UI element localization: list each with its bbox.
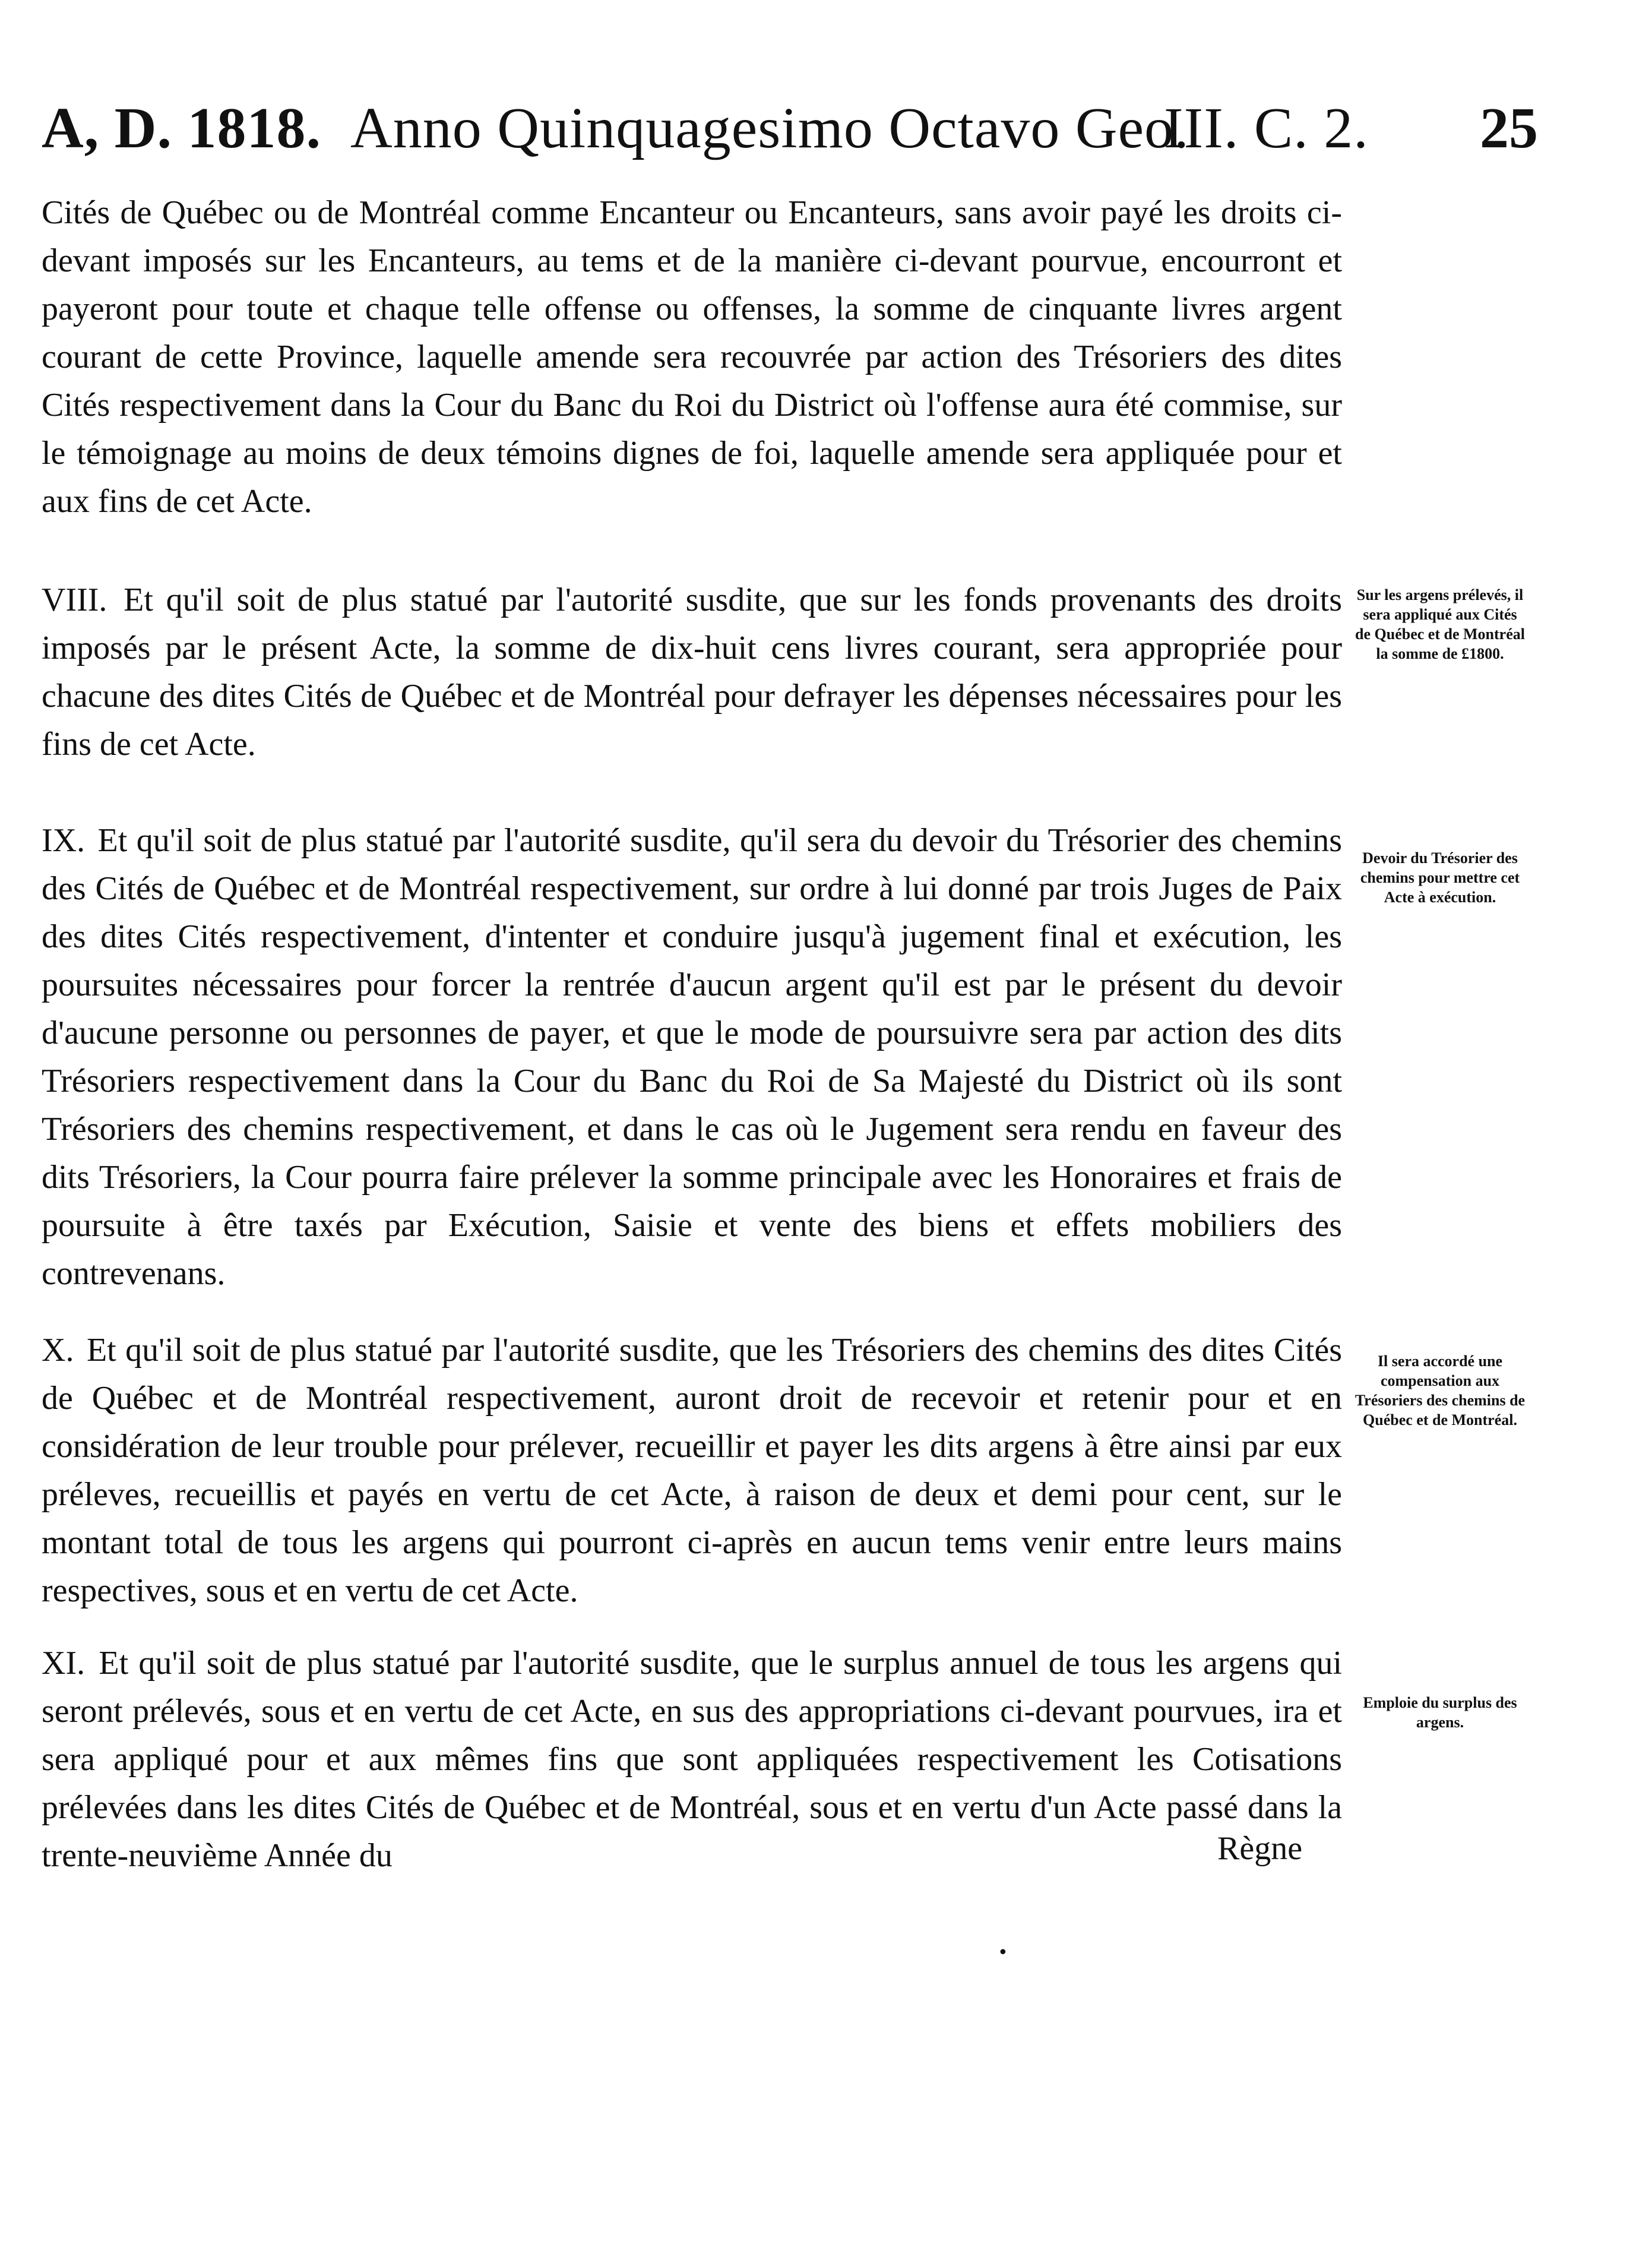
paragraph-section-viii	[42, 576, 1342, 769]
section-number: IX.	[42, 822, 86, 859]
header-chapter: III. C. 2.	[1164, 96, 1369, 160]
section-number: X.	[42, 1332, 74, 1369]
header-year: A, D. 1818.	[42, 96, 322, 160]
paragraph-text: Et qu'il soit de plus statué par l'autorité susdite, que les Trésoriers des chemins des dites Cités de Québec et de Montréal respectivement, auront droit de recevoir et retenir pour et en considération de leur trouble pour prélever, recueillir et payer les dits argens à être ainsi par eux préleves, recueillis et payés en vertu de cet Acte, à raison de deux et demi pour cent, sur le montant total de tous les argens qui pourront ci-après en aucun tems venir entre leurs mains respectives, sous et en vertu de cet Acte.	[42, 1332, 1342, 1609]
paragraph-section-xi	[42, 1639, 1342, 1880]
paragraph-text: Et qu'il soit de plus statué par l'autorité susdite, que sur les fonds provenants des droits imposés par le présent Acte, la somme de dix-huit cens livres courant, sera appropriée pour chacune des dites Cités de Québec et de Montréal pour defrayer les dépenses nécessaires pour les fins de cet Acte.	[42, 582, 1343, 763]
header-title: Anno Quinquagesimo Octavo Geo.	[350, 96, 1189, 160]
paragraph-text: Et qu'il soit de plus statué par l'autorité susdite, qu'il sera du devoir du Trésorier des chemins des Cités de Québec et de Montréal respectivement, sur ordre à lui donné par trois Juges de Paix des dites Cités respectivement, d'intenter et conduire jusqu'à jugement final et exécution, les poursuites nécessaires pour forcer la rentrée d'aucun argent qu'il est par le présent du devoir d'aucune personne ou personnes de payer, et que le mode de poursuivre sera par action des dits Trésoriers respectivement dans la Cour du Banc du Roi de Sa Majesté du District où ils sont Trésoriers des chemins respectivement, et dans le cas où le Jugement sera rendu en faveur des dits Trésoriers, la Cour pourra faire prélever la somme principale avec les Honoraires et frais de poursuite à être taxés par Exécution, Saisie et vente des biens et effets mobiliers des contrevenans.	[42, 822, 1343, 1292]
paragraph-section-x	[42, 1326, 1342, 1615]
section-number: VIII.	[42, 582, 107, 618]
marginal-note-ix: Devoir du Trésorier des chemins pour mettre cet Acte à exécution.	[1360, 849, 1520, 906]
paragraph-text: Cités de Québec ou de Montréal comme Encanteur ou Encanteurs, sans avoir payé les droits ci-devant imposés sur les Encanteurs, au tems et de la manière ci-devant pourvue, encourront et payeront pour toute et chaque telle offense ou offenses, la somme de cinquante livres argent courant de cette Province, laquelle amende sera recouvrée par action des Trésoriers des dites Cités respectivement dans la Cour du Banc du Roi du District où l'offense aura été commise, sur le témoignage au moins de deux témoins dignes de foi, laquelle amende sera appliquée pour et aux fins de cet Acte.	[42, 194, 1342, 520]
paragraph-continuation	[42, 189, 1342, 526]
running-header	[42, 95, 1538, 178]
catchword: Règne	[1217, 1830, 1303, 1867]
page-number: 25	[1480, 96, 1538, 160]
marginal-note-viii: Sur les argens prélevés, il sera appliqué aux Cités de Québec et de Montréal la somme de £1800.	[1355, 586, 1525, 662]
marginal-note-x: Il sera accordé une compensation aux Trésoriers des chemins de Québec et de Montréal.	[1354, 1352, 1526, 1429]
marginal-note-xi: Emploie du surplus des argens.	[1363, 1694, 1517, 1731]
stray-mark: •	[998, 1942, 1008, 1963]
paragraph-text: Et qu'il soit de plus statué par l'autorité susdite, que le surplus annuel de tous les argens qui seront prélevés, sous et en vertu de cet Acte, en sus des appropriations ci-devant pourvues, ira et sera appliqué pour et aux mêmes fins que sont appliquées respectivement les Cotisations prélevées dans les dites Cités de Québec et de Montréal, sous et en vertu d'un Acte passé dans la trente-neuvième Année du	[42, 1645, 1342, 1874]
paragraph-section-ix	[42, 817, 1342, 1298]
section-number: XI.	[42, 1645, 86, 1682]
